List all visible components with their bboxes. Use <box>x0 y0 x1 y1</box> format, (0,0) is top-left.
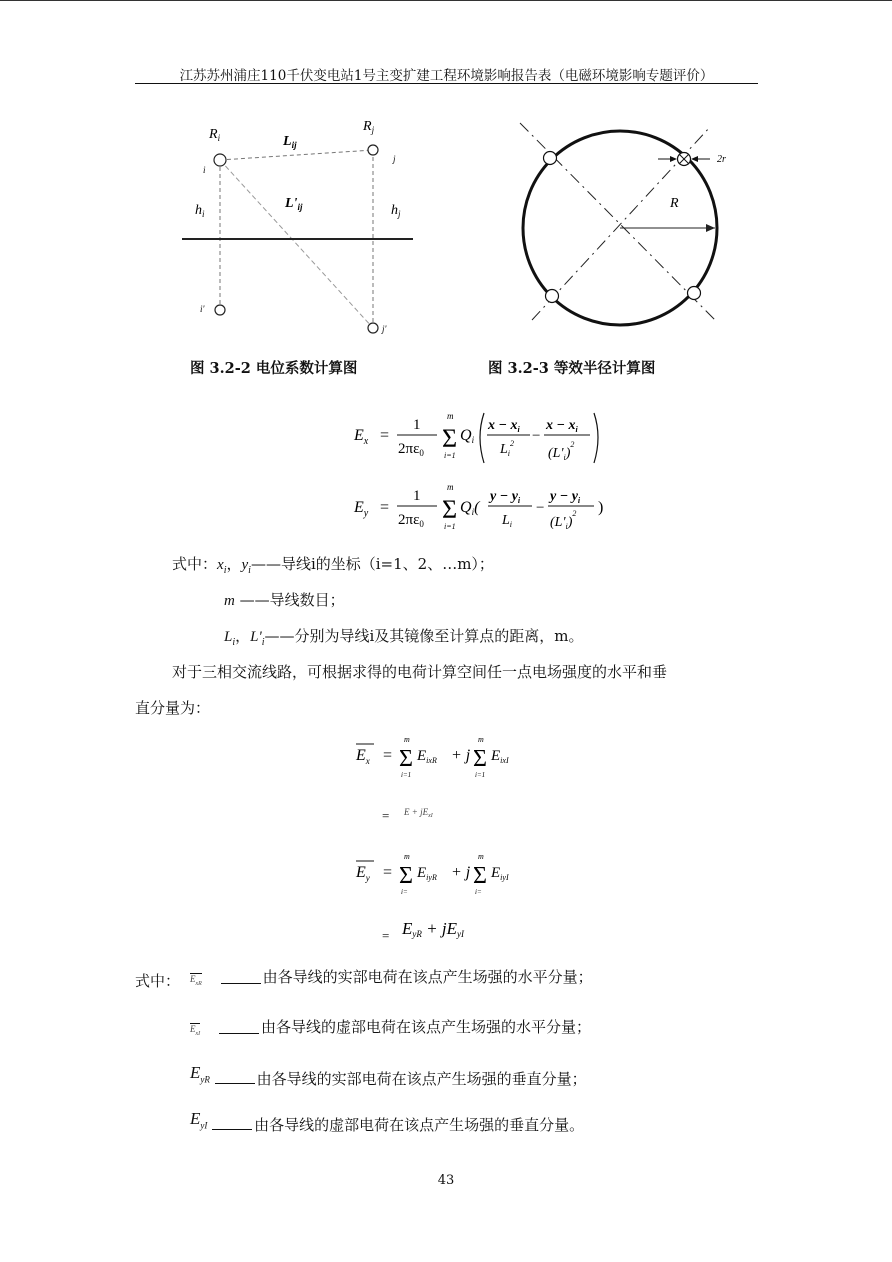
svg-text:R: R <box>670 196 679 211</box>
where-distance: $L_i$，$L'_i——$分别为导线i及其镜像至计算点的距离，m。 <box>224 627 584 648</box>
svg-text:=: = <box>380 427 390 444</box>
figure-caption-left: 图 3.2-2 电位系数计算图 <box>190 360 358 377</box>
svg-text:2πε0: $2\pi\varepsilon_0$ <box>398 512 424 529</box>
conductor-i <box>214 154 226 166</box>
definition-eyr: $E_{yR}$ 由各导线的实部电荷在该点产生场强的垂直分量； <box>190 1063 587 1088</box>
formula-ex <box>350 405 620 470</box>
svg-text:Qi(: Qi( <box>460 499 480 517</box>
svg-text:2r: 2r <box>717 154 726 165</box>
where-count: m ——导线数目； <box>224 591 345 609</box>
svg-text:−: − <box>532 428 541 444</box>
svg-text:Σ: Σ <box>442 424 458 453</box>
svg-text:i': i' <box>200 304 205 314</box>
svg-text:Li2: $L_i^2$ <box>500 439 515 458</box>
conductor-j <box>368 145 378 155</box>
svg-text:1: 1 <box>413 488 421 504</box>
svg-text:m: m <box>404 852 410 861</box>
svg-text:(L'i)2: $(L'_i)^2$ <box>548 440 575 462</box>
svg-text:=: = <box>383 747 393 764</box>
where-coordinates: 式中：$x_i$，$y_i——$导线i的坐标（i=1、2、…m）； <box>172 555 494 576</box>
svg-text:y − yi: $y - y_i$ <box>490 489 521 505</box>
svg-text:m: m <box>478 735 484 744</box>
svg-text:i=1: i=1 <box>475 771 486 779</box>
svg-text:m: m <box>447 411 454 421</box>
svg-text:+ j: + j <box>451 864 471 881</box>
svg-text:i=1: i=1 <box>401 771 412 779</box>
svg-text:Σ: Σ <box>473 863 487 889</box>
svg-text:i=1: i=1 <box>444 522 456 531</box>
svg-text:m: m <box>404 735 410 744</box>
formula-ey-complex <box>350 845 550 899</box>
svg-text:x − xi: $x - x_i$ <box>488 418 520 434</box>
svg-text:i: i <box>203 165 206 175</box>
svg-text:+ j: + j <box>451 747 471 764</box>
equivalent-radius-figure <box>510 115 750 330</box>
svg-text:Ex: $E_x$ <box>356 747 370 766</box>
svg-text:EixR: $E_{ixR}$ <box>417 748 437 765</box>
top-border <box>0 0 892 1</box>
svg-text:m: m <box>478 852 484 861</box>
image-i <box>215 305 225 315</box>
svg-text:EyR + jEyI: EyR + jEyI <box>402 919 464 939</box>
where-label-2: 式中： <box>135 972 181 990</box>
paragraph-line-1: 对于三相交流线路，可根据求得的电荷计算空间任一点电场强度的水平和垂 <box>172 663 668 681</box>
svg-text:j': j' <box>382 324 387 334</box>
svg-text:(L'i)2: $(L'_i)^2$ <box>550 509 577 531</box>
svg-text:Rj: $R_j$ <box>363 119 375 135</box>
svg-text:−: − <box>536 500 545 516</box>
formula-ex-complex <box>350 730 550 782</box>
running-header: 江苏苏州浦庄110千伏变电站1号主变扩建工程环境影响报告表（电磁环境影响专题评价） <box>179 68 714 84</box>
definition-exi: $E_{xI}$ 由各导线的虚部电荷在该点产生场强的水平分量； <box>190 1018 591 1037</box>
svg-text:1: 1 <box>413 417 421 433</box>
formula-ex-result <box>378 800 498 826</box>
svg-text:Li: $L_i$ <box>502 513 513 529</box>
svg-text:E + jExI: $E + jE_{xI}$ <box>404 807 433 819</box>
svg-text:Σ: Σ <box>473 746 487 772</box>
figure-caption-right: 图 3.2-3 等效半径计算图 <box>488 360 656 377</box>
svg-text:i=: i= <box>401 888 408 896</box>
definition-eyi: $E_{yI}$ 由各导线的虚部电荷在该点产生场强的垂直分量。 <box>190 1109 585 1134</box>
svg-text:L'ij: $L'_{ij}$ <box>285 196 303 212</box>
svg-text:=: = <box>383 864 393 881</box>
svg-text:Σ: Σ <box>442 495 458 524</box>
svg-text:y − yi: $y - y_i$ <box>550 489 581 505</box>
svg-text:x − xi: $x - x_i$ <box>546 418 578 434</box>
svg-text:EiyR: $E_{iyR}$ <box>417 865 437 882</box>
potential-coefficient-figure <box>175 110 435 340</box>
svg-text:hi: $h_i$ <box>195 203 205 219</box>
svg-text:j: j <box>393 154 396 164</box>
svg-text:=: = <box>382 928 390 943</box>
svg-text:Lij: $L_{ij}$ <box>283 134 297 150</box>
svg-text:i=: i= <box>475 888 482 896</box>
formula-ey-result <box>378 910 498 944</box>
image-j <box>368 323 378 333</box>
svg-text:Ex: $E_x$ <box>354 427 369 447</box>
svg-text:): ) <box>598 499 604 516</box>
svg-text:Qi: Qi <box>460 427 475 445</box>
svg-text:Σ: Σ <box>399 746 413 772</box>
svg-text:Ri: $R_i$ <box>209 127 221 143</box>
header-rule <box>135 83 758 84</box>
svg-text:Ey: $E_y$ <box>354 499 369 519</box>
svg-text:Ey: $E_y$ <box>356 864 370 883</box>
svg-text:2πε0: $2\pi\varepsilon_0$ <box>398 441 424 458</box>
definition-exr: $E_{xR}$ 由各导线的实部电荷在该点产生场强的水平分量； <box>190 968 593 987</box>
formula-ey <box>350 478 620 540</box>
svg-text:=: = <box>380 499 390 516</box>
svg-text:i=1: i=1 <box>444 451 456 460</box>
page-number: 43 <box>437 1173 455 1188</box>
svg-text:m: m <box>447 482 454 492</box>
svg-text:EiyI: $E_{iyI}$ <box>491 865 509 882</box>
svg-text:Σ: Σ <box>399 863 413 889</box>
svg-text:hj: $h_j$ <box>391 203 401 219</box>
svg-text:EixI: $E_{ixI}$ <box>491 748 509 765</box>
paragraph-line-2: 直分量为： <box>135 699 211 717</box>
svg-text:=: = <box>382 808 390 823</box>
